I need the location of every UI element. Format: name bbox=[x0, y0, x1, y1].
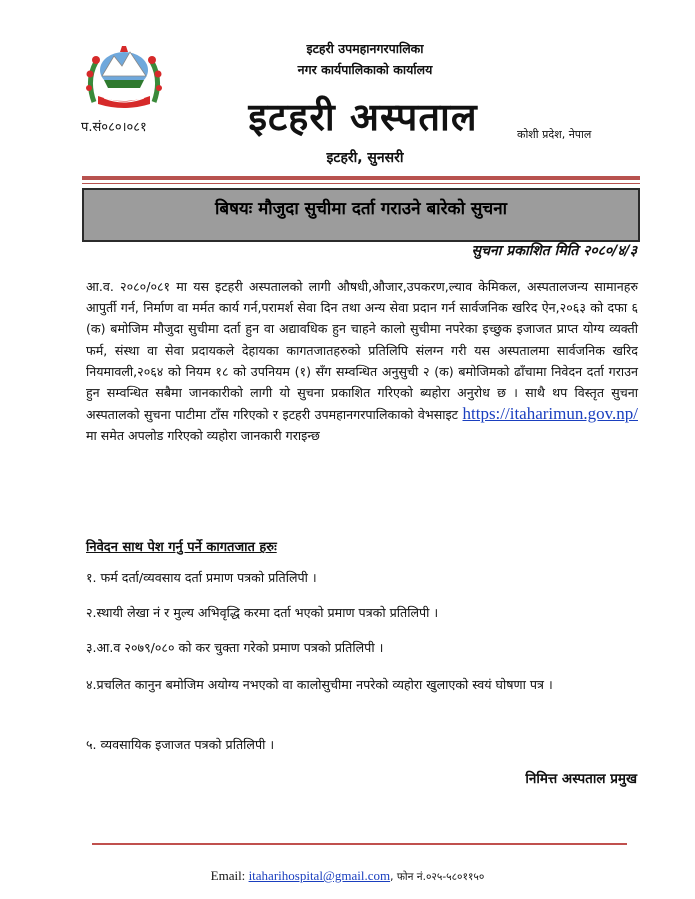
notice-body bbox=[86, 276, 638, 447]
documents-heading: निवेदन साथ पेश गर्नु पर्ने कागतजात हरुः bbox=[86, 540, 277, 555]
province-label: कोशी प्रदेश, नेपाल bbox=[517, 128, 592, 141]
subject-text: बिषयः मौजुदा सुचीमा दर्ता गराउने बारेको सुचना bbox=[214, 199, 508, 219]
email-label: Email: bbox=[210, 868, 246, 883]
subject-box bbox=[82, 188, 640, 242]
publication-date: सुचना प्रकाशित मिति २०८०/४/३ bbox=[471, 243, 637, 259]
document-item: २.स्थायी लेखा नं र मुल्य अभिवृद्धि करमा दर्ता भएको प्रमाण पत्रको प्रतिलिपी । bbox=[86, 605, 439, 620]
document-item: ५. व्यवसायिक इजाजत पत्रको प्रतिलिपी । bbox=[86, 737, 275, 752]
location-label: इटहरी, सुनसरी bbox=[326, 150, 404, 166]
body-text-end: मा समेत अपलोड गरिएको व्यहोरा जानकारी गराइन्छ bbox=[86, 428, 320, 444]
website-link[interactable]: https://itaharimun.gov.np/ bbox=[462, 404, 638, 424]
footer bbox=[0, 868, 695, 884]
org-name: इटहरी उपमहानगरपालिका bbox=[306, 41, 424, 56]
footer-divider bbox=[92, 843, 627, 845]
signer-title: निमित्त अस्पताल प्रमुख bbox=[525, 771, 637, 787]
body-text: आ.व. २०८०/०८१ मा यस इटहरी अस्पतालको लागी औषधी,औजार,उपकरण,ल्याव केमिकल, अस्पतालजन्य सामानहरु आपुर्ती गर्न, निर्माण वा मर्मत कार्य गर्न,परामर्श सेवा दिन तथा अन्य सेवा प्रदान गर्न सार्वजनिक खरिद ऐन,२०६३ को दफा ६ (क) बमोजिम मौजुदा सुचीमा दर्ता हुन वा अद्यावधिक हुन चाहने कालो सुचीमा नपरेका इच्छुक इजाजत प्राप्त योग्य व्यक्ती फर्म, संस्था वा सेवा प्रदायकले देहायका कागतजातहरुको प्रतिलिपि संलग्न गरी यस अस्पतालमा सार्वजनिक खरिद नियमावली,२०६४ को नियम १८ को उपनियम (१) सँग सम्वन्धित अनुसुची २ (क) बमोजिमको ढाँचामा निवेदन दर्ता गराउन हुन सम्वन्धित सबैमा जानकारीको लागी यो सुचना प्रकाशित गरिएको ब्यहोरा अनुरोध छ । साथै थप विस्तृत सुचना अस्पतालको सुचना पाटीमा टाँस गरिएको र इटहरी उपमहानगरपालिकाको वेभसाइट bbox=[86, 279, 638, 423]
hospital-title: इटहरी अस्पताल bbox=[248, 95, 478, 139]
reference-number: प.सं०८०।०८१ bbox=[81, 120, 147, 135]
header-divider bbox=[82, 176, 640, 180]
document-item: १. फर्म दर्ता/व्यवसाय दर्ता प्रमाण पत्रको प्रतिलिपी । bbox=[86, 570, 317, 585]
document-item: ३.आ.व २०७९/०८० को कर चुक्ता गरेको प्रमाण पत्रको प्रतिलिपी । bbox=[86, 640, 384, 655]
email-link[interactable]: itaharihospital@gmail.com bbox=[248, 868, 391, 883]
phone-number: , फोन नं.०२५-५८०११५० bbox=[390, 871, 485, 883]
document-item: ४.प्रचलित कानुन बमोजिम अयोग्य नभएको वा कालोसुचीमा नपरेको व्यहोरा खुलाएको स्वयं घोषणा पत्र । bbox=[86, 677, 553, 692]
header-divider-thin bbox=[82, 183, 640, 184]
office-name: नगर कार्यपालिकाको कार्यालय bbox=[297, 62, 433, 77]
nepal-emblem-icon bbox=[84, 40, 164, 112]
